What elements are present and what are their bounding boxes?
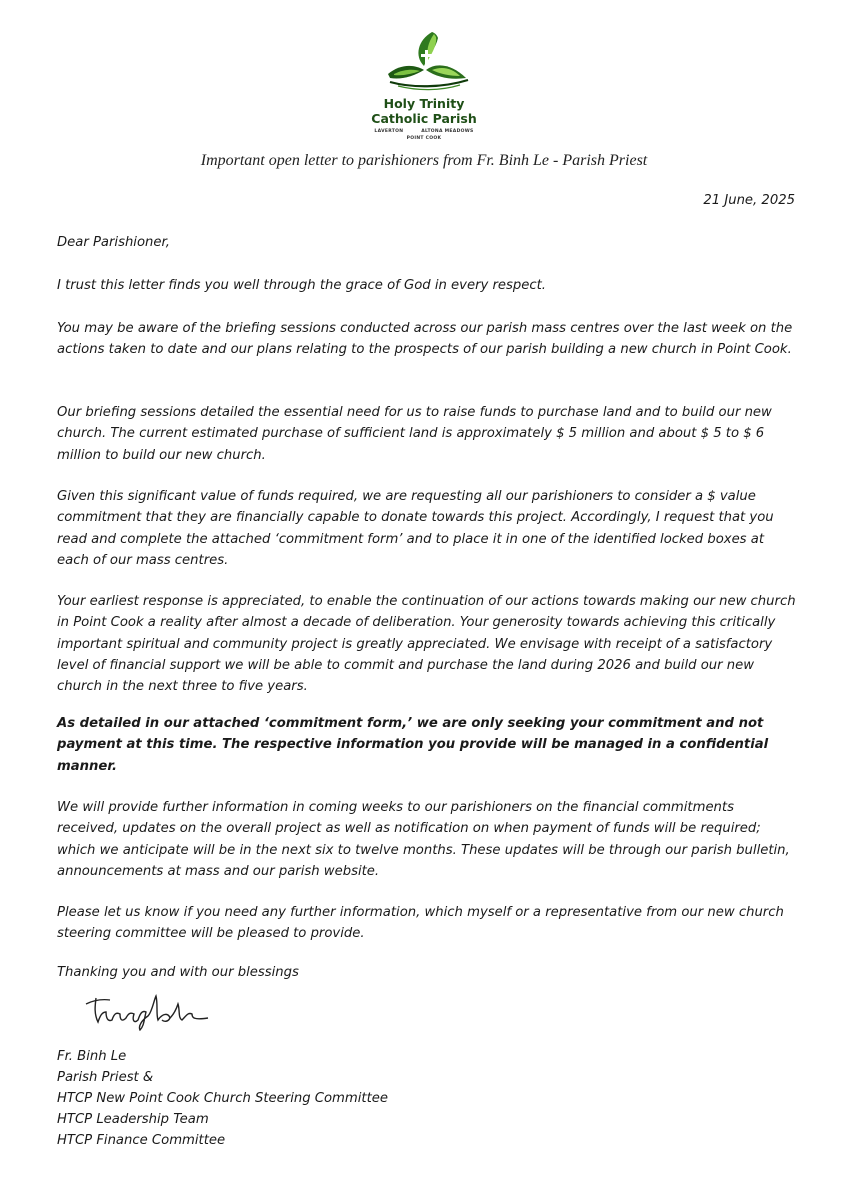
paragraph-greeting: I trust this letter finds you well through the grace of God in every respect. — [57, 278, 546, 293]
letter-date: 21 June, 2025 — [703, 193, 795, 208]
signatory-role-4: HTCP Finance Committee — [57, 1133, 226, 1148]
logo-swoosh — [390, 80, 468, 86]
signatory-name: Fr. Binh Le — [57, 1049, 127, 1064]
paragraph-further-information: We will provide further information in coming weeks to our parishioners on the financial commitments received, updates on the overall project as well as notification on when payment of funds will be required; which we anticipate will be in the next six to twelve months. These updates will be through our parish bulletin, announcements at mass and our parish website. — [57, 800, 790, 879]
paragraph-funding-need: Our briefing sessions detailed the essential need for us to raise funds to purchase land and to build our new church. The current estimated purchase of sufficient land is approximately $ 5 million and about $ 5 to $ 6 million to build our new church. — [57, 405, 772, 463]
parish-name-line-2: Catholic Parish — [371, 111, 477, 126]
signatory-block — [57, 1046, 388, 1151]
signatory-role-1: Parish Priest & — [57, 1070, 154, 1085]
closing-line: Thanking you and with our blessings — [57, 965, 299, 980]
parish-locations-row-1 — [0, 129, 848, 134]
parish-logo — [384, 30, 470, 94]
paragraph-response-appreciated: Your earliest response is appreciated, to enable the continuation of our actions towards making our new church in Point Cook a reality after almost a decade of deliberation. Your generosity towards achieving this critically important spiritual and community project is greatly appreciated. We envisage with receipt of a satisfactory level of financial support we will be able to commit and purchase the land during 2026 and build our new church in the next three to five years. — [57, 594, 796, 695]
location-point-cook: POINT COOK — [406, 136, 442, 141]
parish-locations-row-2 — [0, 136, 848, 141]
salutation: Dear Parishioner, — [57, 235, 170, 250]
signatory-role-2: HTCP New Point Cook Church Steering Committee — [57, 1091, 388, 1106]
paragraph-commitment-not-payment: As detailed in our attached ‘commitment form,’ we are only seeking your commitment and not payment at this time. The respective information you provide will be managed in a confidential manner. — [57, 716, 769, 774]
paragraph-commitment-request: Given this significant value of funds required, we are requesting all our parishioners to consider a $ value commitment that they are financially capable to donate towards this project. Accordingly, I request that you read and complete the attached ‘commitment form’ and to place it in one of the identified locked boxes at each of our mass centres. — [57, 489, 774, 568]
location-laverton: LAVERTON — [374, 129, 404, 134]
letter-subtitle: Important open letter to parishioners from Fr. Binh Le - Parish Priest — [200, 152, 648, 169]
paragraph-contact: Please let us know if you need any further information, which myself or a representative from our new church steering committee will be pleased to provide. — [57, 905, 784, 942]
signatory-role-3: HTCP Leadership Team — [57, 1112, 209, 1127]
parish-name-line-1: Holy Trinity — [383, 96, 465, 111]
paragraph-briefing-sessions: You may be aware of the briefing sessions conducted across our parish mass centres over the last week on the actions taken to date and our plans relating to the prospects of our parish building a new church in Point Cook. — [57, 321, 793, 358]
location-altona-meadows: ALTONA MEADOWS — [421, 129, 474, 134]
handwritten-signature — [82, 990, 212, 1032]
